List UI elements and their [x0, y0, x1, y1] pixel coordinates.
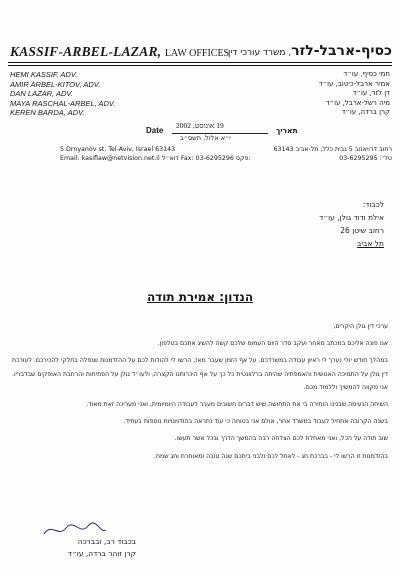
- partners-list-he: [319, 70, 390, 118]
- partner-he: אמיר ארבל-כיטוב, עו״ד: [318, 79, 390, 88]
- firm-sub-he: , משרד עורכי דין: [227, 48, 292, 58]
- addressee-street: רחוב שיטן 26: [340, 226, 384, 235]
- body-paragraph: שוב תודה על הכל, ואני מאחלת לכם הצלחה רבה בהמשך הדרך ובכל אשר תעשו.: [174, 435, 388, 443]
- partner-he: קרן ברדה, עו״ד: [341, 108, 390, 116]
- body-paragraph: בשנה הקרובה אתחיל לעבוד במשרד אחר, אולם אני בטוחה כי עוד נתראה בהזדמנויות נוספות בעתיד.: [123, 418, 388, 426]
- partner-en: DAN LAZAR, ADV.: [10, 89, 73, 98]
- address-he: רחוב דרויאנוב 5 גבית כלל, תל-אביב 63143: [273, 146, 392, 153]
- addressee-salutation: לכבוד:: [362, 200, 384, 209]
- header-rule-thick: [8, 62, 392, 63]
- partner-en: KEREN BARDA, ADV.: [10, 108, 85, 117]
- email-fax: Email: kasiflaw@netvision.net.il דוא״ל Fax: 03-6295296 פקס:: [60, 155, 251, 162]
- partner-en: HEMI KASSIF, ADV.: [10, 70, 78, 79]
- firm-name-en: [10, 44, 229, 60]
- body-paragraph: אנו פונה אליכם במכתב מאחר ועקב סדר היום העמוס שלכם קשה להשיג אתכם בטלפון.: [157, 340, 388, 348]
- partner-he: חמי כסיף, עו״ד: [343, 70, 390, 78]
- firm-name-he-text: כסיף-ארבל-לזר: [291, 43, 392, 59]
- body-paragraph: השיחה הנעימה שבנינו הותירה בי את התחושה שיש דברים חשובים מעבר לעבודה היומיומית, ואני מעריכה זאת מאוד.: [86, 401, 388, 409]
- body-paragraph: ערכי דין גולן היקרים,: [333, 323, 388, 330]
- partner-en: AMIR ARBEL-KITOV, ADV.: [10, 79, 101, 89]
- date-label-he: תאריך: [276, 126, 298, 135]
- firm-name-en-text: KASSIF-ARBEL-LAZAR,: [10, 44, 162, 59]
- body-paragraph: במהלך חודש יולי נערך לי ראיון עבודה במשרדכם. על אף הזמן שעבר מאז, הרשו לי להודות לכם על ההזדמנות שנפלה בחלקי להכירכם. לעורכת דין גולן על התמיכה האנושית והאמפתיה שהיתה ברלוונטית כל כך על אף היכרותנו הקצרה, ולעו״ד גולן על הפתיחות והרחבת האופקים שבדבריו. אני מקווה להמשיך וללמוד מכם.: [12, 357, 388, 391]
- body-paragraph: בהזדמנות זו הרשו לי - בברכת חג - לאחל לכם ולבני ביתכם שנה טובה ומאוחרת וחג שמח.: [154, 452, 388, 460]
- closing-block: [16, 536, 136, 560]
- addressee-name: אילת ודוד גולן, עו״ד: [319, 213, 384, 222]
- partner-en: MAYA RASCHAL-ARBEL, ADV.: [10, 98, 116, 108]
- letter-subject: הנדון: אמירת תודה: [146, 290, 254, 304]
- date-hebrew: י״א אלול, תשס״ב: [180, 134, 231, 142]
- addressee-city: תל אביב: [357, 239, 384, 248]
- letter-body: [12, 320, 388, 467]
- firm-sub-en: LAW OFFICES: [164, 48, 230, 59]
- date-gregorian: 19 אוגוסט, 2002: [176, 121, 224, 130]
- addressee-block: [319, 198, 384, 250]
- header-rule-thin: [8, 65, 392, 66]
- firm-name-he: [228, 43, 392, 59]
- address-en: 5 Drnyanov st. Tel-Aviv, Israel 63143: [60, 146, 176, 153]
- closing-greeting: בכבוד רב, ובברכה: [77, 537, 136, 546]
- phone-he: טל׳: 03-6295295: [339, 155, 392, 162]
- partners-list-en: [10, 70, 115, 118]
- date-label-en: Date: [146, 126, 164, 135]
- partner-he: דן לזר, עו״ד: [352, 89, 390, 97]
- closing-signer: קרן זוהר ברדה, עו״ד: [67, 549, 136, 558]
- partner-he: מיה רשל-ארבל, עו״ד: [325, 98, 390, 107]
